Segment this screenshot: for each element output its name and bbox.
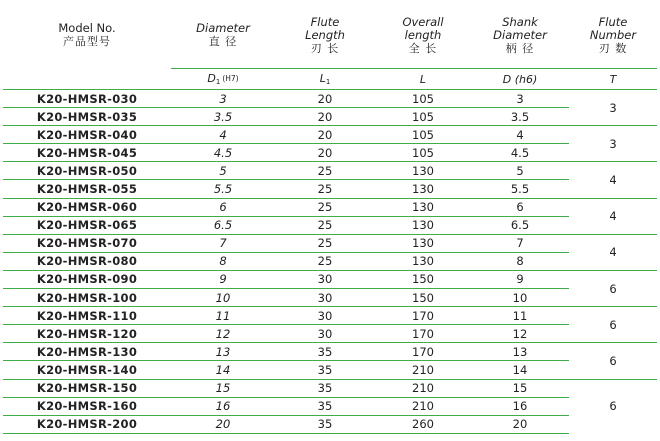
- flute-length-cell: 35: [275, 379, 375, 397]
- overall-length-cell: 150: [375, 270, 471, 288]
- header-flute-number-cn: 刃 数: [598, 41, 628, 55]
- diameter-cell: 7: [171, 234, 275, 252]
- flute-length-cell: 30: [275, 325, 375, 343]
- flute-length-cell: 30: [275, 289, 375, 307]
- flute-length-cell: 35: [275, 415, 375, 433]
- model-cell: K20-HMSR-060: [3, 198, 171, 216]
- symbol-t: T: [569, 69, 657, 90]
- table-row: [3, 108, 657, 126]
- shank-diameter-cell: 14: [471, 361, 569, 379]
- table-row: [3, 180, 657, 198]
- shank-diameter-cell: 11: [471, 307, 569, 325]
- flute-number-cell: 4: [569, 162, 657, 198]
- model-cell: K20-HMSR-100: [3, 289, 171, 307]
- header-flute-length-en1: Flute: [310, 14, 340, 29]
- header-shank-en2: Diameter: [493, 27, 547, 42]
- diameter-cell: 8: [171, 252, 275, 270]
- table-row: [3, 343, 657, 361]
- diameter-cell: 13: [171, 343, 275, 361]
- table-row: [3, 289, 657, 307]
- overall-length-cell: 105: [375, 90, 471, 108]
- model-cell: K20-HMSR-050: [3, 162, 171, 180]
- flute-length-cell: 25: [275, 162, 375, 180]
- shank-diameter-cell: 5: [471, 162, 569, 180]
- diameter-cell: 9: [171, 270, 275, 288]
- shank-diameter-cell: 6: [471, 198, 569, 216]
- shank-diameter-cell: 4.5: [471, 144, 569, 162]
- flute-length-cell: 20: [275, 126, 375, 144]
- table-row: [3, 325, 657, 343]
- header-overall-en2: length: [404, 27, 442, 42]
- diameter-cell: 6.5: [171, 216, 275, 234]
- flute-number-cell: 3: [569, 126, 657, 162]
- overall-length-cell: 170: [375, 307, 471, 325]
- overall-length-cell: 130: [375, 180, 471, 198]
- model-cell: K20-HMSR-200: [3, 415, 171, 433]
- header-diameter-cn: 直 径: [208, 35, 238, 48]
- flute-number-cell: 4: [569, 234, 657, 270]
- model-cell: K20-HMSR-150: [3, 379, 171, 397]
- flute-length-cell: 25: [275, 252, 375, 270]
- diameter-cell: 3.5: [171, 108, 275, 126]
- header-flute-number: [569, 2, 657, 69]
- shank-diameter-cell: 8: [471, 252, 569, 270]
- header-flute-length-en2: Length: [305, 27, 345, 42]
- model-cell: K20-HMSR-055: [3, 180, 171, 198]
- shank-diameter-cell: 3.5: [471, 108, 569, 126]
- table-row: [3, 126, 657, 144]
- model-cell: K20-HMSR-160: [3, 397, 171, 415]
- header-diameter-en: Diameter: [196, 21, 250, 35]
- diameter-cell: 20: [171, 415, 275, 433]
- overall-length-cell: 150: [375, 289, 471, 307]
- table-row: [3, 415, 657, 433]
- diameter-cell: 10: [171, 289, 275, 307]
- header-shank-en1: Shank: [502, 14, 538, 29]
- diameter-cell: 14: [171, 361, 275, 379]
- symbol-d1-sub: 1: [215, 78, 221, 86]
- overall-length-cell: 210: [375, 397, 471, 415]
- flute-length-cell: 20: [275, 90, 375, 108]
- overall-length-cell: 130: [375, 216, 471, 234]
- shank-diameter-cell: 13: [471, 343, 569, 361]
- diameter-cell: 5.5: [171, 180, 275, 198]
- model-cell: K20-HMSR-065: [3, 216, 171, 234]
- shank-diameter-cell: 20: [471, 415, 569, 433]
- flute-length-cell: 25: [275, 180, 375, 198]
- header-flute-number-en1: Flute: [598, 14, 628, 29]
- model-cell: K20-HMSR-030: [3, 90, 171, 108]
- symbol-d1-main: D: [207, 72, 216, 85]
- shank-diameter-cell: 16: [471, 397, 569, 415]
- shank-diameter-cell: 10: [471, 289, 569, 307]
- table-row: [3, 361, 657, 379]
- flute-length-cell: 35: [275, 343, 375, 361]
- header-model: [3, 2, 171, 69]
- flute-number-cell: 6: [569, 307, 657, 343]
- flute-number-cell: 6: [569, 270, 657, 306]
- model-cell: K20-HMSR-035: [3, 108, 171, 126]
- model-cell: K20-HMSR-040: [3, 126, 171, 144]
- overall-length-cell: 170: [375, 325, 471, 343]
- overall-length-cell: 210: [375, 379, 471, 397]
- flute-length-cell: 35: [275, 361, 375, 379]
- table-row: [3, 234, 657, 252]
- shank-diameter-cell: 7: [471, 234, 569, 252]
- header-flute-length: [275, 2, 375, 69]
- table-row: [3, 162, 657, 180]
- table-row: [3, 90, 657, 108]
- symbol-l: L: [375, 69, 471, 90]
- flute-length-cell: 35: [275, 397, 375, 415]
- symbol-l1: [275, 69, 375, 90]
- flute-number-cell: 3: [569, 90, 657, 126]
- shank-diameter-cell: 5.5: [471, 180, 569, 198]
- model-cell: K20-HMSR-110: [3, 307, 171, 325]
- diameter-cell: 5: [171, 162, 275, 180]
- symbol-d: D (h6): [471, 69, 569, 90]
- shank-diameter-cell: 6.5: [471, 216, 569, 234]
- shank-diameter-cell: 3: [471, 90, 569, 108]
- model-cell: K20-HMSR-045: [3, 144, 171, 162]
- shank-diameter-cell: 12: [471, 325, 569, 343]
- table-row: [3, 397, 657, 415]
- overall-length-cell: 210: [375, 361, 471, 379]
- overall-length-cell: 130: [375, 252, 471, 270]
- shank-diameter-cell: 9: [471, 270, 569, 288]
- spec-table-body: [3, 90, 657, 434]
- table-row: [3, 216, 657, 234]
- overall-length-cell: 260: [375, 415, 471, 433]
- header-row: [3, 2, 657, 69]
- table-row: [3, 252, 657, 270]
- model-cell: K20-HMSR-120: [3, 325, 171, 343]
- model-cell: K20-HMSR-070: [3, 234, 171, 252]
- diameter-cell: 3: [171, 90, 275, 108]
- flute-length-cell: 20: [275, 108, 375, 126]
- flute-length-cell: 25: [275, 216, 375, 234]
- flute-length-cell: 25: [275, 198, 375, 216]
- flute-length-cell: 30: [275, 307, 375, 325]
- header-overall-cn: 全 长: [408, 41, 438, 55]
- model-cell: K20-HMSR-090: [3, 270, 171, 288]
- header-diameter: [171, 2, 275, 69]
- table-row: [3, 144, 657, 162]
- symbol-l1-sub: 1: [325, 78, 331, 86]
- table-row: [3, 307, 657, 325]
- header-shank-diameter: [471, 2, 569, 69]
- symbol-l1-main: L: [319, 72, 326, 85]
- overall-length-cell: 105: [375, 144, 471, 162]
- header-overall-en1: Overall: [402, 14, 444, 29]
- diameter-cell: 4: [171, 126, 275, 144]
- header-shank-cn: 柄 径: [505, 41, 535, 55]
- diameter-cell: 16: [171, 397, 275, 415]
- shank-diameter-cell: 4: [471, 126, 569, 144]
- diameter-cell: 12: [171, 325, 275, 343]
- shank-diameter-cell: 15: [471, 379, 569, 397]
- overall-length-cell: 170: [375, 343, 471, 361]
- symbol-d1-tolerance: (H7): [222, 74, 239, 83]
- flute-length-cell: 20: [275, 144, 375, 162]
- overall-length-cell: 130: [375, 162, 471, 180]
- flute-length-cell: 30: [275, 270, 375, 288]
- overall-length-cell: 105: [375, 108, 471, 126]
- flute-length-cell: 25: [275, 234, 375, 252]
- model-cell: K20-HMSR-080: [3, 252, 171, 270]
- table-row: [3, 270, 657, 288]
- model-cell: K20-HMSR-140: [3, 361, 171, 379]
- spec-table: [3, 2, 657, 434]
- diameter-cell: 15: [171, 379, 275, 397]
- symbol-model-blank: [3, 69, 171, 90]
- header-flute-number-en2: Number: [589, 27, 637, 42]
- model-cell: K20-HMSR-130: [3, 343, 171, 361]
- overall-length-cell: 130: [375, 234, 471, 252]
- symbol-row: [3, 69, 657, 90]
- flute-number-cell: 6: [569, 343, 657, 379]
- header-model-en: Model No.: [58, 21, 116, 36]
- header-model-cn: 产品型号: [63, 35, 111, 49]
- overall-length-cell: 130: [375, 198, 471, 216]
- table-row: [3, 198, 657, 216]
- diameter-cell: 4.5: [171, 144, 275, 162]
- diameter-cell: 6: [171, 198, 275, 216]
- flute-number-cell: 6: [569, 379, 657, 433]
- overall-length-cell: 105: [375, 126, 471, 144]
- flute-number-cell: 4: [569, 198, 657, 234]
- header-flute-length-cn: 刃 长: [310, 41, 340, 55]
- diameter-cell: 11: [171, 307, 275, 325]
- symbol-d1: [171, 69, 275, 90]
- table-row: [3, 379, 657, 397]
- header-overall-length: [375, 2, 471, 69]
